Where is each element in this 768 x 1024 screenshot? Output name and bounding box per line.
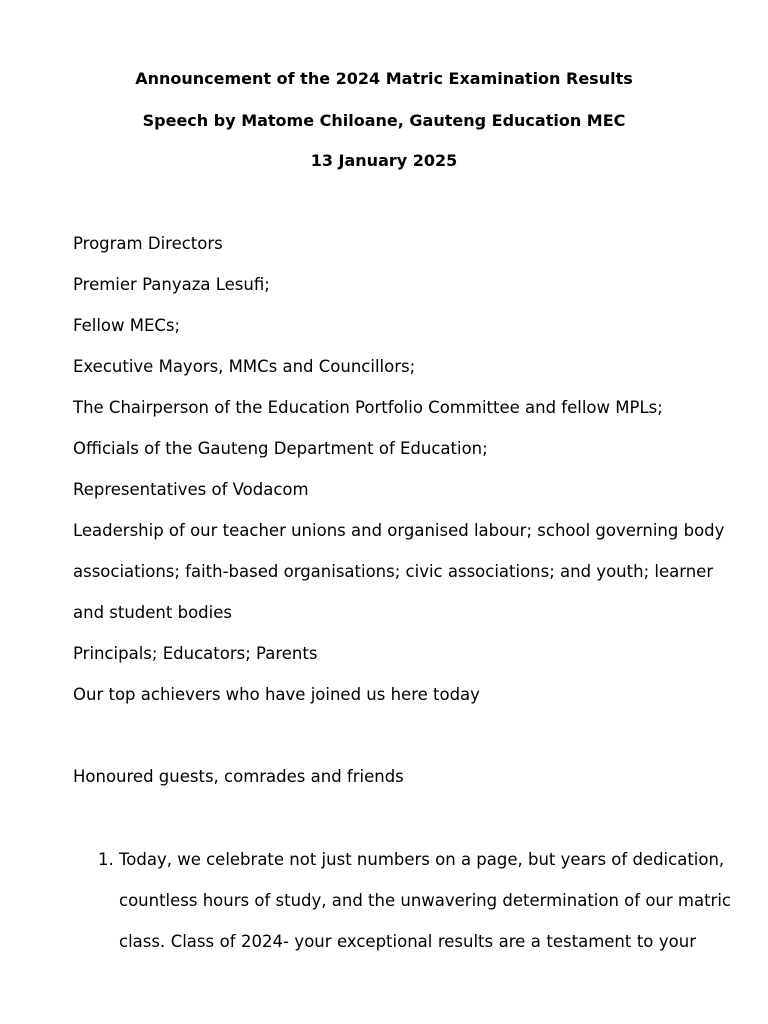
salutation-line: Leadership of our teacher unions and organised labour; school governing body (73, 521, 725, 540)
salutation-line: Premier Panyaza Lesufi; (73, 275, 270, 294)
document-subtitle: Speech by Matome Chiloane, Gauteng Education MEC (142, 111, 626, 130)
paragraph-line: Today, we celebrate not just numbers on a page, but years of dedication, (119, 850, 725, 869)
salutation-line: Fellow MECs; (73, 316, 181, 335)
document-title: Announcement of the 2024 Matric Examination Results (135, 69, 633, 88)
salutation-line: The Chairperson of the Education Portfolio Committee and fellow MPLs; (73, 398, 663, 417)
salutation-line: Program Directors (73, 234, 223, 253)
salutation-line: Executive Mayors, MMCs and Councillors; (73, 357, 416, 376)
greeting-line: Honoured guests, comrades and friends (73, 767, 404, 786)
paragraph-number: 1. (98, 850, 114, 869)
salutation-line: associations; faith-based organisations; civic associations; and youth; learner (73, 562, 714, 581)
salutation-line: Representatives of Vodacom (73, 480, 309, 499)
document-date: 13 January 2025 (310, 151, 458, 170)
salutation-line: Officials of the Gauteng Department of Education; (73, 439, 488, 458)
paragraph-line: class. Class of 2024- your exceptional results are a testament to your (119, 932, 696, 951)
salutation-line: Our top achievers who have joined us here today (73, 685, 480, 704)
salutation-line: and student bodies (73, 603, 232, 622)
salutation-line: Principals; Educators; Parents (73, 644, 318, 663)
paragraph-line: countless hours of study, and the unwavering determination of our matric (119, 891, 731, 910)
